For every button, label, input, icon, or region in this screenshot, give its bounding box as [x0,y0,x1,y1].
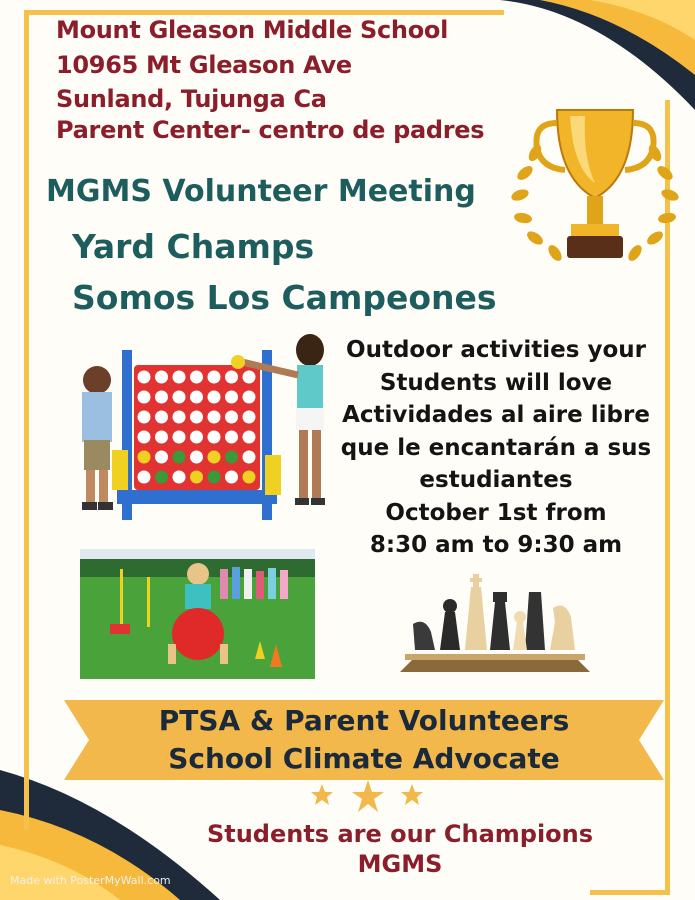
star-icon [352,780,384,812]
footer-mgms: MGMS [357,850,443,878]
trophy-icon [495,98,695,273]
board-hole [243,431,256,444]
board-hole [208,471,221,484]
board-hole [190,371,203,384]
star-icon [401,784,423,805]
board-hole [225,451,238,464]
board-hole [138,411,151,424]
board-hole [138,431,151,444]
frame-top [24,10,504,15]
desc-line-3: Actividades al aire libre [342,402,650,428]
board-hole [243,451,256,464]
board-hole [155,471,168,484]
footer-champions: Students are our Champions [206,820,594,848]
meeting-title: MGMS Volunteer Meeting [46,174,476,209]
school-address: 10965 Mt Gleason Ave [56,51,352,79]
board-hole [155,371,168,384]
board-hole [225,371,238,384]
board-hole [155,391,168,404]
desc-line-6: October 1st from [385,499,607,526]
school-name: Mount Gleason Middle School [56,16,449,44]
star-icon [311,784,333,805]
board-hole [155,451,168,464]
stars-decoration [310,778,425,818]
desc-line-7: 8:30 am to 9:30 am [369,532,623,558]
school-city: Sunland, Tujunga Ca [56,85,327,113]
board-hole [190,431,203,444]
board-hole [190,391,203,404]
board-hole [243,411,256,424]
board-hole [173,371,186,384]
board-hole [173,391,186,404]
board-hole [138,391,151,404]
board-hole [243,471,256,484]
board-hole [138,371,151,384]
activity-description [326,334,666,562]
parent-center: Parent Center- centro de padres [56,116,485,144]
board-hole [155,431,168,444]
board-hole [243,391,256,404]
desc-line-5: estudiantes [419,467,573,493]
connect-four-photo [62,330,342,530]
board-hole [208,451,221,464]
board-hole [208,371,221,384]
board-hole [225,431,238,444]
board-hole [173,431,186,444]
chess-icon [395,562,595,677]
board-hole [138,451,151,464]
board-hole [208,411,221,424]
watermark: Made with PosterMyWall.com [10,874,171,887]
board-hole [208,431,221,444]
frame-bottom [590,890,670,895]
yard-champs-title: Yard Champs [72,227,315,266]
board-hole [225,411,238,424]
banner-line-1: PTSA & Parent Volunteers [158,704,570,737]
desc-line-4: que le encantarán a sus [340,434,652,461]
desc-line-1: Outdoor activities your [346,337,646,363]
board-hole [225,391,238,404]
board-hole [190,451,203,464]
board-hole [225,471,238,484]
board-hole [243,371,256,384]
banner-line-2: School Climate Advocate [168,742,560,775]
field-activity-photo [80,549,315,679]
board-hole [208,391,221,404]
board-hole [173,471,186,484]
board-hole [190,471,203,484]
frame-left [24,10,29,830]
board-hole [190,411,203,424]
board-hole [173,411,186,424]
board-hole [155,411,168,424]
spanish-title: Somos Los Campeones [72,278,497,317]
desc-line-2: Students will love [379,369,613,396]
board-hole [173,451,186,464]
board-hole [138,471,151,484]
